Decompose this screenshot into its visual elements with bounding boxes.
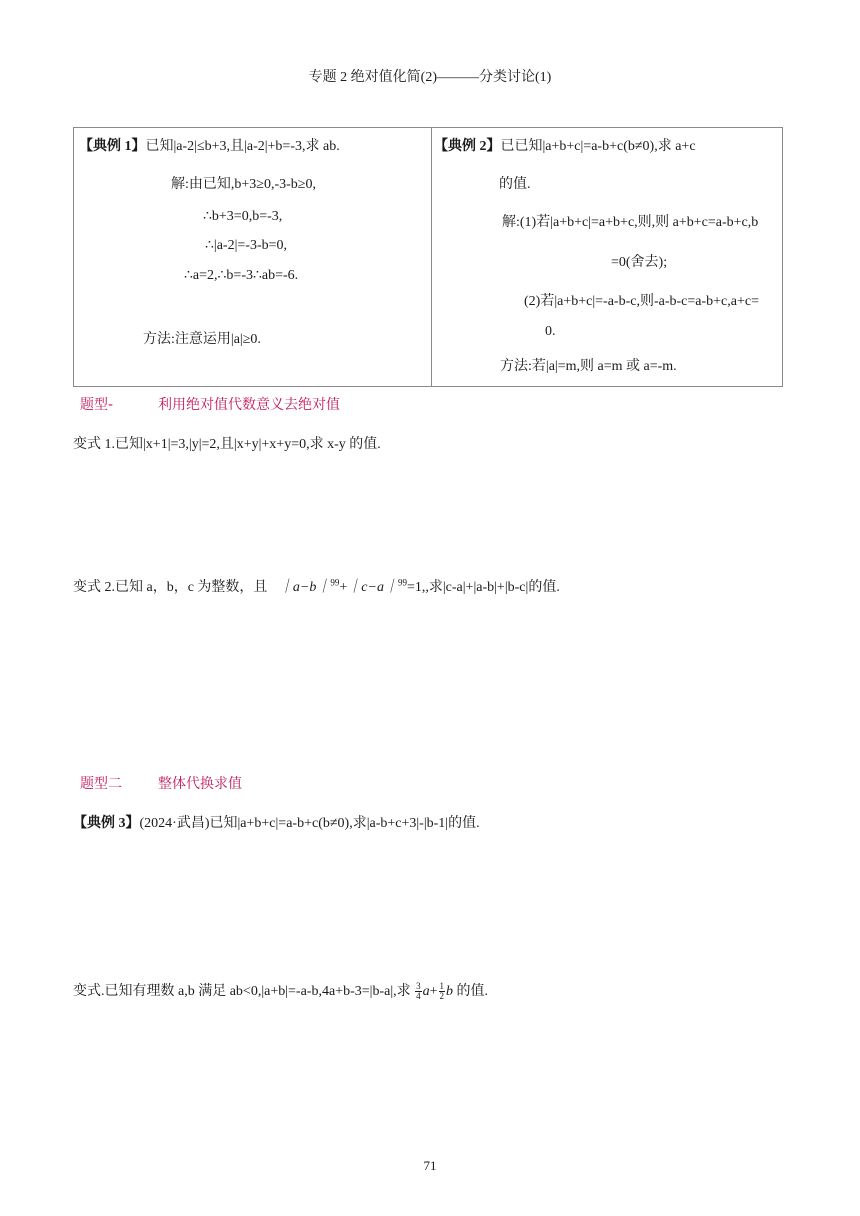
variant2-plus: + bbox=[339, 580, 348, 595]
example1-question bbox=[79, 135, 340, 155]
example1-solution-line: ∴a=2,∴b=-3∴ab=-6. bbox=[184, 268, 299, 283]
example3 bbox=[73, 812, 480, 832]
variant3-suffix: 的值. bbox=[456, 984, 489, 999]
section1-title: 利用绝对值代数意义去绝对值 bbox=[158, 397, 340, 413]
variant2-prefix: 变式 2.已知 a，b，c 为整数，且 bbox=[73, 580, 268, 595]
frac2-numerator: 1 bbox=[439, 981, 445, 992]
section2-tag: 题型二 bbox=[80, 776, 122, 792]
example1-solution-line: ∴b+3=0,b=-3, bbox=[203, 209, 283, 224]
variant2 bbox=[73, 576, 560, 596]
variant2-expr-2: ｜c−a｜ bbox=[347, 580, 398, 595]
example2-question-text: 已已知|a+b+c|=a-b+c(b≠0),求 a+c bbox=[500, 139, 696, 154]
example1-solution-line: 解:由已知,b+3≥0,-3-b≥0, bbox=[171, 177, 316, 192]
frac1-denominator: 4 bbox=[416, 991, 421, 1002]
example2-solution-line: 解:(1)若|a+b+c|=a+b+c,则,则 a+b+c=a-b+c,b bbox=[502, 215, 759, 230]
section1-tag: 题型- bbox=[80, 397, 114, 413]
variant3-var-a: a bbox=[422, 984, 430, 999]
example1-solution-line: ∴|a-2|=-3-b=0, bbox=[205, 238, 288, 253]
variant3 bbox=[73, 980, 488, 1001]
fraction-three-quarters bbox=[415, 982, 422, 1001]
examples-table bbox=[73, 127, 783, 387]
example2-label: 【典例 2】 bbox=[434, 139, 501, 154]
example2-method: 方法:若|a|=m,则 a=m 或 a=-m. bbox=[500, 359, 677, 374]
example2-solution-line: 0. bbox=[545, 324, 556, 339]
variant3-plus: + bbox=[429, 984, 438, 999]
variant3-var-b: b bbox=[446, 984, 454, 999]
variant2-expr-1: ｜a−b｜ bbox=[278, 580, 331, 595]
example1-method: 方法:注意运用|a|≥0. bbox=[143, 332, 261, 347]
variant2-exp-2: 99 bbox=[397, 577, 407, 588]
frac1-numerator: 3 bbox=[416, 981, 421, 992]
example2-solution-line: (2)若|a+b+c|=-a-b-c,则-a-b-c=a-b+c,a+c= bbox=[524, 294, 759, 309]
example3-text: (2024·武昌)已知|a+b+c|=a-b+c(b≠0),求|a-b+c+3|-|b-1|的值. bbox=[139, 816, 480, 831]
example1-question-text: 已知|a-2|≤b+3,且|a-2|+b=-3,求 ab. bbox=[145, 139, 340, 154]
example2-question-line2: 的值. bbox=[499, 177, 531, 192]
example2-question bbox=[434, 135, 696, 155]
table-divider bbox=[431, 128, 432, 386]
page-title: 专题 2 绝对值化简(2)———分类讨论(1) bbox=[308, 70, 552, 85]
frac2-denominator: 2 bbox=[439, 991, 445, 1002]
example2-solution-line: =0(舍去); bbox=[611, 255, 668, 270]
page-number: 71 bbox=[423, 1158, 437, 1173]
section2-title: 整体代换求值 bbox=[158, 776, 242, 792]
variant2-suffix: =1,,求|c-a|+|a-b|+|b-c|的值. bbox=[406, 580, 560, 595]
variant1-text: 变式 1.已知|x+1|=3,|y|=2,且|x+y|+x+y=0,求 x-y 的值. bbox=[73, 437, 381, 452]
example1-label: 【典例 1】 bbox=[79, 139, 146, 154]
variant3-prefix: 变式.已知有理数 a,b 满足 ab<0,|a+b|=-a-b,4a+b-3=|b-a|,求 bbox=[73, 984, 411, 999]
variant2-exp-1: 99 bbox=[330, 577, 340, 588]
example3-label: 【典例 3】 bbox=[73, 816, 140, 831]
fraction-one-half bbox=[439, 982, 446, 1001]
